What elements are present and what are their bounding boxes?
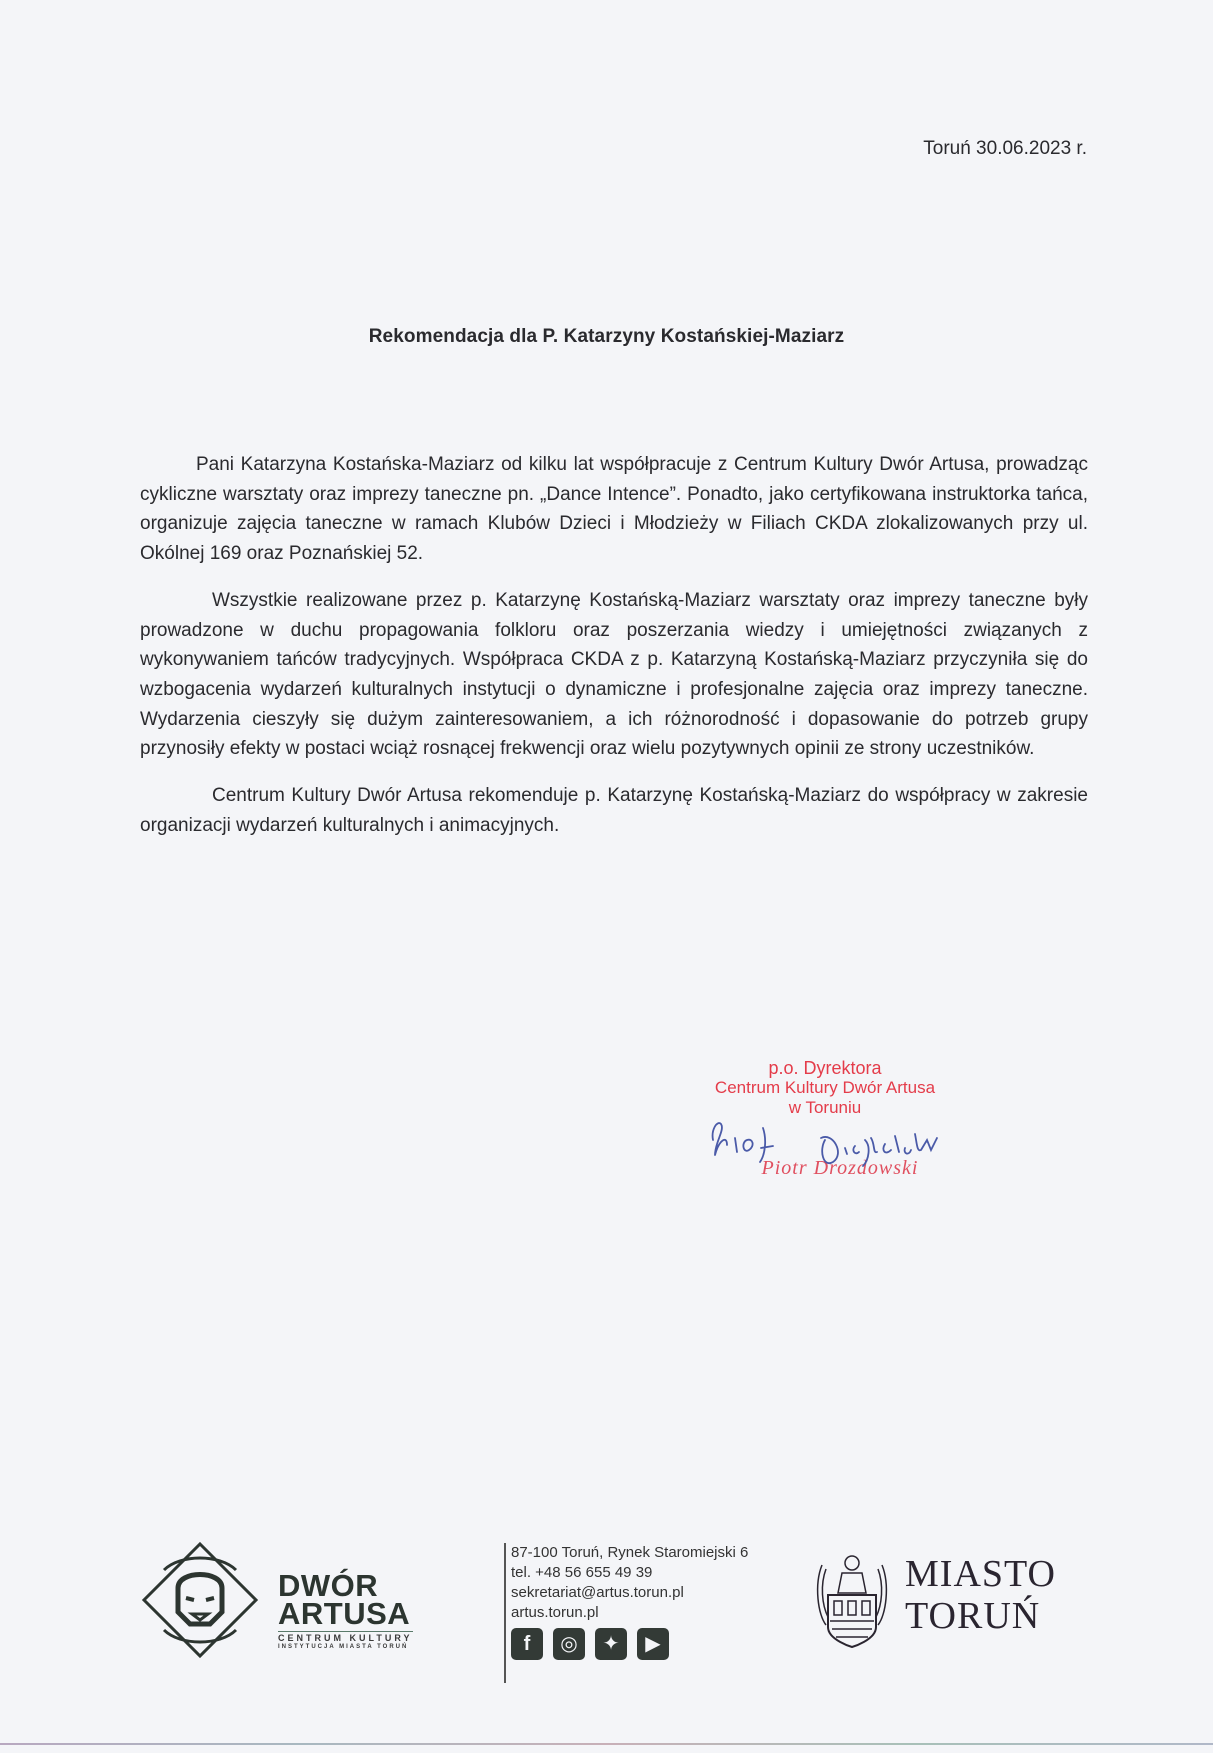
stamp-line-3: w Toruniu — [788, 1098, 862, 1117]
miasto-torun-wordmark — [905, 1553, 1056, 1637]
paragraph-3: Centrum Kultury Dwór Artusa rekomenduje p. Katarzynę Kostańską-Maziarz do współpracy w zakresie organizacji wydarzeń kulturalnych i animacyjnych. — [140, 785, 1088, 836]
dwor-artusa-wordmark — [278, 1568, 411, 1631]
coat-of-arms-icon — [812, 1545, 892, 1650]
scan-edge-divider — [0, 1743, 1213, 1745]
contact-block — [504, 1543, 748, 1683]
contact-phone[interactable]: tel. +48 56 655 49 39 — [511, 1564, 653, 1581]
instagram-icon[interactable]: ◎ — [553, 1628, 585, 1660]
letter-title: Rekomendacja dla P. Katarzyny Kostańskiej-Maziarz — [368, 326, 845, 347]
miasto-line-2: TORUŃ — [905, 1595, 1041, 1637]
wordmark-institution: INSTYTUCJA MIASTA TORUŃ — [278, 1644, 409, 1650]
letter-footer — [0, 1520, 1213, 1680]
contact-website[interactable]: artus.torun.pl — [511, 1604, 599, 1621]
letter-body — [140, 450, 1088, 857]
director-stamp — [690, 1058, 960, 1179]
miasto-line-1: MIASTO — [905, 1553, 1056, 1595]
wordmark-subtitle: CENTRUM KULTURY — [278, 1633, 413, 1643]
lion-icon — [140, 1540, 260, 1660]
wordmark-line-1: DWÓR — [278, 1568, 379, 1603]
handwritten-signature-icon — [705, 1110, 965, 1180]
paragraph-2: Wszystkie realizowane przez p. Katarzynę Kostańską-Maziarz warsztaty oraz imprezy taneczne były prowadzone w duchu propagowania folkloru oraz poszerzania wiedzy i umiejętności związanych z wykonywaniem tańców tradycyjnych. Współpraca CKDA z p. Katarzyną Kostańską-Maziarz przyczyniła się do wzbogacenia wydarzeń kulturalnych instytucji o dynamiczne i profesjonalne zajęcia oraz imprezy taneczne. Wydarzenia cieszyły się dużym zainteresowaniem, a ich różnorodność i dopasowanie do potrzeb grupy przynosiły efekty w postaci wciąż rosnącej frekwencji oraz wielu pozytywnych opinii ze strony uczestników. — [140, 589, 1088, 760]
youtube-icon[interactable]: ▶ — [637, 1628, 669, 1660]
stamp-line-2: Centrum Kultury Dwór Artusa — [714, 1078, 936, 1097]
stamp-line-1: p.o. Dyrektora — [768, 1058, 882, 1078]
facebook-icon[interactable]: f — [511, 1628, 543, 1660]
paragraph-1: Pani Katarzyna Kostańska-Maziarz od kilku lat współpracuje z Centrum Kultury Dwór Artusa, prowadząc cykliczne warsztaty oraz imprezy taneczne pn. „Dance Intence”. Ponadto, jako certyfikowana instruktorka tańca, organizuje zajęcia taneczne w ramach Klubów Dzieci i Młodzieży w Filiach CKDA zlokalizowanych przy ul. Okólnej 169 oraz Poznańskiej 52. — [140, 454, 1088, 565]
stamp-name: Piotr Drozdowski — [761, 1157, 919, 1179]
social-links — [511, 1628, 748, 1660]
letter-date: Toruń 30.06.2023 r. — [923, 138, 1087, 159]
contact-address: 87-100 Toruń, Rynek Staromiejski 6 — [511, 1544, 749, 1561]
contact-email[interactable]: sekretariat@artus.torun.pl — [511, 1584, 684, 1601]
wordmark-line-2: ARTUSA — [278, 1596, 411, 1631]
twitter-icon[interactable]: ✦ — [595, 1628, 627, 1660]
